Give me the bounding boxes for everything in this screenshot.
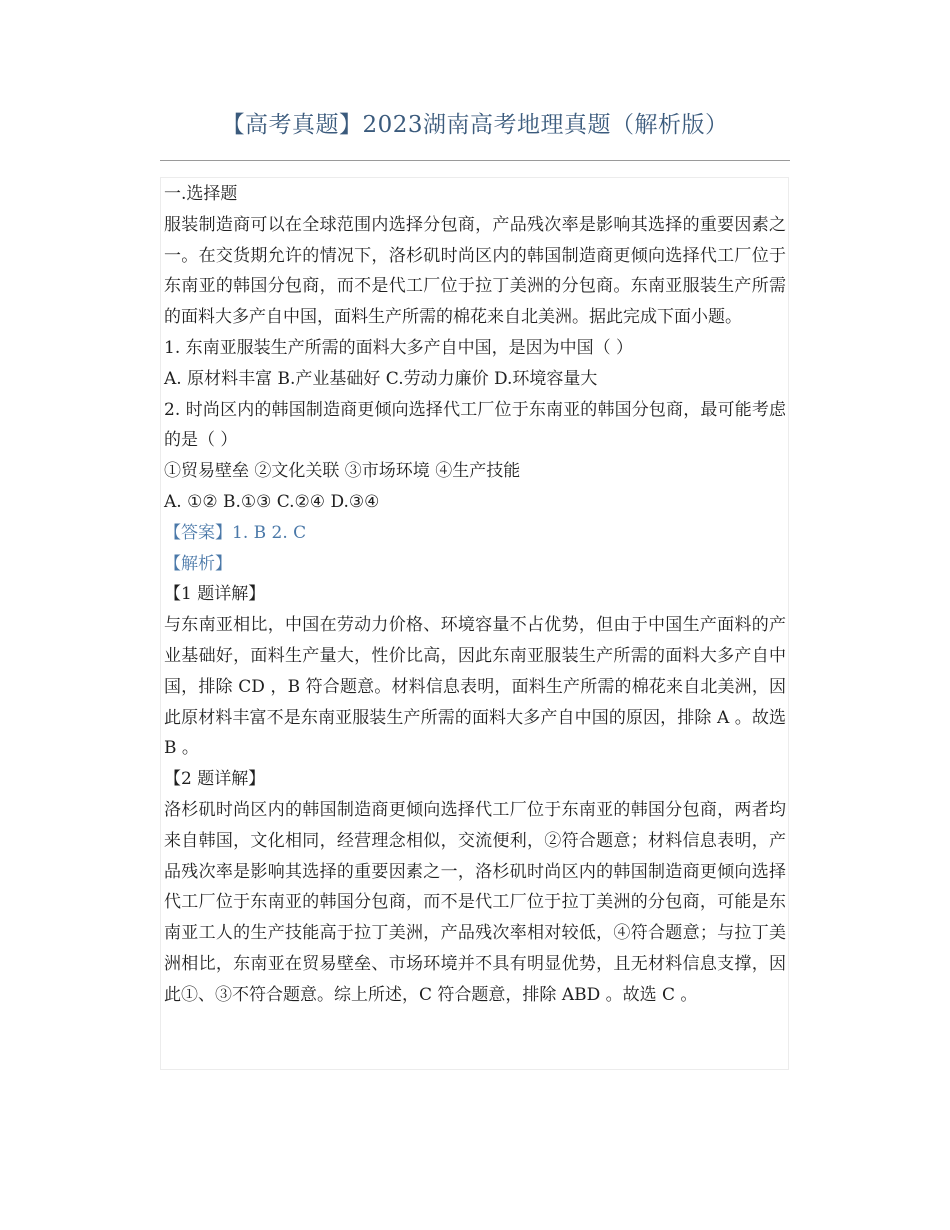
title-divider — [160, 160, 790, 161]
question-2-options: A. ①② B.①③ C.②④ D.③④ — [164, 491, 380, 512]
question-1-stem: 1. 东南亚服装生产所需的面料大多产自中国，是因为中国（ ） — [164, 337, 634, 358]
question-2-stem: 2. 时尚区内的韩国制造商更倾向选择代工厂位于东南亚的韩国分包商，最可能考虑的是（ ） — [164, 399, 786, 451]
detail-2-heading: 【2 题详解】 — [164, 769, 266, 790]
answer-text: 1. B 2. C — [232, 522, 307, 543]
detail-2-text: 洛杉矶时尚区内的韩国制造商更倾向选择代工厂位于东南亚的韩国分包商，两者均来自韩国，文化相同，经营理念相似，交流便利，②符合题意；材料信息表明，产品残次率是影响其选择的重要因素之一，洛杉矶时尚区内的韩国制造商更倾向选择代工厂位于东南亚的韩国分包商，而不是代工厂位于拉丁美洲的分包商，可能是东南亚工人的生产技能高于拉丁美洲，产品残次率相对较低，④符合题意；与拉丁美洲相比，东南亚在贸易壁垒、市场环境并不具有明显优势，且无材料信息支撑，因此①、③不符合题意。综上所述，C 符合题意，排除 ABD 。故选 C 。 — [164, 799, 786, 1005]
material-paragraph: 服装制造商可以在全球范围内选择分包商，产品残次率是影响其选择的重要因素之一。在交货期允许的情况下，洛杉矶时尚区内的韩国制造商更倾向选择代工厂位于东南亚的韩国分包商，而不是代工厂位于拉丁美洲的分包商。东南亚服装生产所需的面料大多产自中国，面料生产所需的棉花来自北美洲。据此完成下面小题。 — [164, 214, 786, 328]
document-body — [164, 179, 786, 1011]
section-heading: 一.选择题 — [164, 184, 238, 204]
question-1-options: A. 原材料丰富 B.产业基础好 C.劳动力廉价 D.环境容量大 — [164, 368, 598, 389]
answer-label: 【答案】 — [164, 522, 232, 543]
detail-1-text: 与东南亚相比，中国在劳动力价格、环境容量不占优势，但由于中国生产面料的产业基础好，面料生产量大，性价比高，因此东南亚服装生产所需的面料大多产自中国，排除 CD ，B 符合题意。材料信息表明，面料生产所需的棉花来自北美洲，因此原材料丰富不是东南亚服装生产所需的面料大多产自中国的原因，排除 A 。故选 B 。 — [164, 615, 786, 759]
document-title: 【高考真题】2023湖南高考地理真题（解析版） — [221, 112, 729, 138]
question-2-items: ①贸易壁垒 ②文化关联 ③市场环境 ④生产技能 — [164, 461, 521, 482]
answer-line — [164, 518, 786, 549]
detail-1-heading: 【1 题详解】 — [164, 584, 266, 605]
analysis-label: 【解析】 — [164, 553, 232, 574]
